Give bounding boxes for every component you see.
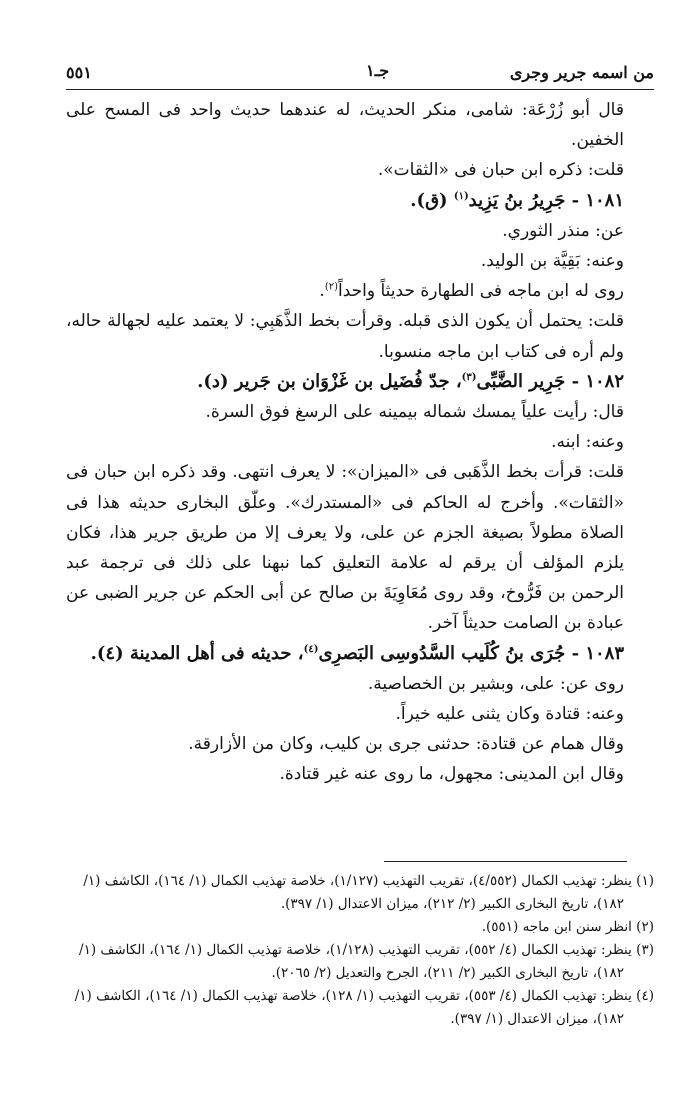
footnote: (٣) ينظر: تهذيب الكمال (٤/ ٥٥٢)، تقريب التهذيب (١/١٢٨)، خلاصة تهذيب الكمال (١/ ١٦٤)، الكاشف (١/ ١٨٢)، تاريخ البخارى الكبير (٢/ ٢١١)، الجرح والتعديل (٢/ ٢٠٦٥).	[79, 942, 654, 981]
volume-label: جـ١	[366, 61, 390, 80]
entry-name: ١٠٨٢ - جَرِير الضَّبِّى	[476, 370, 624, 392]
entry-heading-1083	[66, 639, 654, 669]
paragraph: وقال ابن المدينى: مجهول، ما روى عنه غير قتادة.	[279, 764, 624, 785]
header-rule	[66, 89, 654, 90]
paragraph: وعنه: بَقِيَّة بن الوليد.	[480, 251, 624, 272]
paragraph: قال أبو زُرْعَة: شامى، منكر الحديث، له عندهما حديث واحد فى المسح على الخفين.	[66, 100, 624, 151]
paragraph: عن: منذر الثوري.	[502, 220, 624, 241]
entry-heading-1081	[66, 186, 654, 216]
page-number: ٥٥١	[66, 62, 92, 82]
paragraph: روى له ابن ماجه فى الطهارة حديثاً واحداً$^{(٢)}$.	[319, 281, 624, 302]
footnote: (١) ينظر: تهذيب الكمال (٤/٥٥٢)، تقريب التهذيب (١/١٢٧)، خلاصة تهذيب الكمال (١/ ١٦٤)، الكاشف (١/ ١٨٢)، تاريخ البخارى الكبير (٢/ ٢١٢)، ميزان الاعتدال (١/ ٣٩٧).	[83, 873, 654, 912]
main-text	[66, 95, 654, 790]
running-header	[66, 58, 654, 86]
footnote: (٤) ينظر: تهذيب الكمال (٤/ ٥٥٣)، تقريب التهذيب (١/ ١٢٨)، خلاصة تهذيب الكمال (١/ ١٦٤)، الكاشف (١/ ١٨٢)، ميزان الاعتدال (١/ ٣٩٧).	[74, 988, 654, 1027]
header-title: من اسمه جرير وجرى	[509, 62, 654, 82]
paragraph: قال: رأيت علياً يمسك شماله بيمينه على الرسغ فوق السرة.	[205, 402, 624, 423]
entry-siglum: (ق).	[410, 189, 448, 211]
footnote-rule	[384, 861, 627, 862]
entry-name: ١٠٨١ - جَرِيرُ بنُ يَزِيد	[468, 189, 624, 211]
entry-description: ، حديثه فى أهل المدينة (٤).	[90, 642, 304, 664]
paragraph: قلت: يحتمل أن يكون الذى قبله. وقرأت بخط الذَّهَبِي: لا يعتمد عليه لجهالة حاله، ولم أره فى كتاب ابن ماجه منسوبا.	[66, 311, 624, 362]
entry-description: ، جدّ فُضَيل بن غَزْوَان بن جَرير (د).	[197, 370, 462, 392]
paragraph: روى عن: على، وبشير بن الخصاصية.	[367, 673, 624, 694]
footnote-ref: (٢)	[324, 281, 338, 293]
footnote-ref: (١)	[453, 190, 469, 202]
paragraph: وعنه: ابنه.	[551, 432, 624, 453]
paragraph: قلت: ذكره ابن حبان فى «الثقات».	[377, 160, 624, 181]
footnotes	[66, 870, 654, 1031]
entry-name: ١٠٨٣ - جُرَى بنُ كُلَيب السَّدُوسِى البَصرِى	[318, 642, 624, 664]
entry-heading-1082	[66, 367, 654, 397]
footnote-ref: (٣)	[461, 371, 477, 383]
footnote: (٢) انظر سنن ابن ماجه (٥٥١).	[481, 919, 654, 935]
paragraph: قلت: قرأت بخط الذَّهَبى فى «الميزان»: لا يعرف انتهى. وقد ذكره ابن حبان فى «الثقات». وأخرج له الحاكم فى «المستدرك». وعلّق البخارى حديثه هذا فى الصلاة مطولاً بصيغة الجزم عن على، ولا يعرف إلا من طريق جرير هذا، فكان يلزم المؤلف أن يرقم له علامة التعليق كما نبهنا على ذلك فى ترجمة عبد الرحمن بن فَرُّوخ، وقد روى مُعَاوِيَةَ بن صالح عن أبى الحكم عن جرير الضبى عن عبادة بن الصامت حديثاً آخر.	[66, 462, 624, 634]
paragraph-text: روى له ابن ماجه فى الطهارة حديثاً واحداً	[338, 281, 624, 302]
paragraph: وقال همام عن قتادة: حدثنى جرى بن كليب، وكان من الأزارقة.	[188, 734, 624, 755]
footnote-ref: (٤)	[303, 643, 319, 655]
paragraph: وعنه: قتادة وكان يثنى عليه خيراً.	[395, 704, 624, 725]
